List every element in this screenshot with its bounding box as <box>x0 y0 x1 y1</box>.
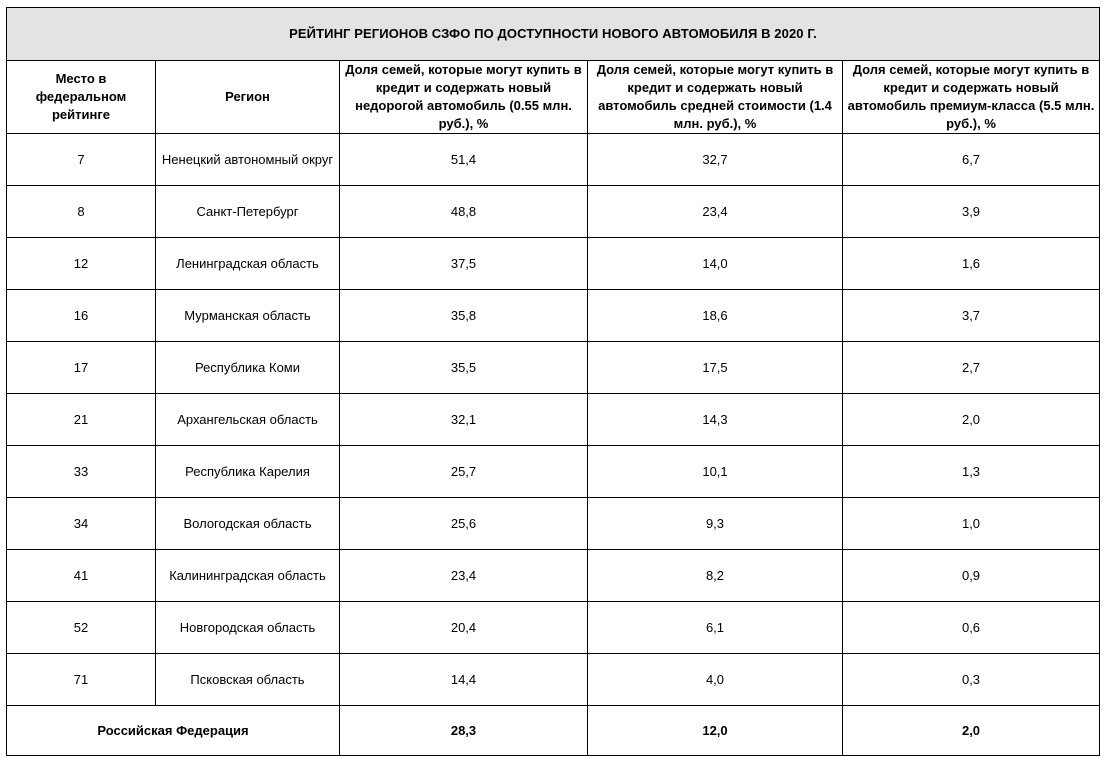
cell-rank: 34 <box>7 498 156 550</box>
header-rank: Место в федеральном рейтинге <box>7 61 156 134</box>
cell-rank: 12 <box>7 238 156 290</box>
cell-rank: 33 <box>7 446 156 498</box>
cell-region: Республика Карелия <box>156 446 340 498</box>
cell-rank: 17 <box>7 342 156 394</box>
table-row <box>7 134 1100 186</box>
cell-cheap: 37,5 <box>340 238 588 290</box>
total-label: Российская Федерация <box>7 706 340 756</box>
cell-region: Ленинградская область <box>156 238 340 290</box>
header-row <box>7 61 1100 134</box>
cell-middle: 4,0 <box>588 654 843 706</box>
cell-region: Ненецкий автономный округ <box>156 134 340 186</box>
cell-cheap: 25,6 <box>340 498 588 550</box>
table-row <box>7 498 1100 550</box>
cell-premium: 0,9 <box>843 550 1100 602</box>
total-premium: 2,0 <box>843 706 1100 756</box>
cell-cheap: 35,8 <box>340 290 588 342</box>
cell-premium: 6,7 <box>843 134 1100 186</box>
cell-cheap: 20,4 <box>340 602 588 654</box>
cell-middle: 18,6 <box>588 290 843 342</box>
cell-premium: 0,6 <box>843 602 1100 654</box>
cell-cheap: 35,5 <box>340 342 588 394</box>
cell-rank: 8 <box>7 186 156 238</box>
cell-middle: 14,3 <box>588 394 843 446</box>
cell-cheap: 32,1 <box>340 394 588 446</box>
cell-rank: 16 <box>7 290 156 342</box>
cell-region: Новгородская область <box>156 602 340 654</box>
title-row <box>7 8 1100 61</box>
header-region: Регион <box>156 61 340 134</box>
cell-middle: 23,4 <box>588 186 843 238</box>
header-middle-car: Доля семей, которые могут купить в кредит и содержать новый автомобиль средней стоимости (1.4 млн. руб.), % <box>588 61 843 134</box>
cell-rank: 7 <box>7 134 156 186</box>
cell-premium: 1,3 <box>843 446 1100 498</box>
cell-cheap: 48,8 <box>340 186 588 238</box>
total-cheap: 28,3 <box>340 706 588 756</box>
cell-middle: 9,3 <box>588 498 843 550</box>
table-row <box>7 394 1100 446</box>
header-cheap-car: Доля семей, которые могут купить в кредит и содержать новый недорогой автомобиль (0.55 млн. руб.), % <box>340 61 588 134</box>
cell-middle: 17,5 <box>588 342 843 394</box>
cell-region: Мурманская область <box>156 290 340 342</box>
cell-rank: 21 <box>7 394 156 446</box>
rating-table <box>6 7 1100 756</box>
cell-region: Псковская область <box>156 654 340 706</box>
cell-middle: 32,7 <box>588 134 843 186</box>
table-row <box>7 342 1100 394</box>
cell-cheap: 51,4 <box>340 134 588 186</box>
table-row <box>7 654 1100 706</box>
cell-region: Калининградская область <box>156 550 340 602</box>
total-middle: 12,0 <box>588 706 843 756</box>
cell-premium: 1,0 <box>843 498 1100 550</box>
cell-premium: 3,9 <box>843 186 1100 238</box>
cell-rank: 41 <box>7 550 156 602</box>
header-premium-car: Доля семей, которые могут купить в кредит и содержать новый автомобиль премиум-класса (5.5 млн. руб.), % <box>843 61 1100 134</box>
table-row <box>7 550 1100 602</box>
cell-premium: 1,6 <box>843 238 1100 290</box>
cell-middle: 8,2 <box>588 550 843 602</box>
cell-region: Санкт-Петербург <box>156 186 340 238</box>
table-row <box>7 186 1100 238</box>
cell-premium: 3,7 <box>843 290 1100 342</box>
cell-middle: 14,0 <box>588 238 843 290</box>
cell-middle: 10,1 <box>588 446 843 498</box>
table-row <box>7 446 1100 498</box>
cell-premium: 2,7 <box>843 342 1100 394</box>
cell-region: Республика Коми <box>156 342 340 394</box>
cell-middle: 6,1 <box>588 602 843 654</box>
cell-rank: 71 <box>7 654 156 706</box>
cell-premium: 2,0 <box>843 394 1100 446</box>
table-row <box>7 602 1100 654</box>
cell-region: Архангельская область <box>156 394 340 446</box>
cell-rank: 52 <box>7 602 156 654</box>
table-row <box>7 290 1100 342</box>
table-title: РЕЙТИНГ РЕГИОНОВ СЗФО ПО ДОСТУПНОСТИ НОВОГО АВТОМОБИЛЯ В 2020 Г. <box>7 8 1100 61</box>
cell-premium: 0,3 <box>843 654 1100 706</box>
cell-cheap: 14,4 <box>340 654 588 706</box>
total-row <box>7 706 1100 756</box>
cell-cheap: 23,4 <box>340 550 588 602</box>
cell-cheap: 25,7 <box>340 446 588 498</box>
cell-region: Вологодская область <box>156 498 340 550</box>
table-row <box>7 238 1100 290</box>
